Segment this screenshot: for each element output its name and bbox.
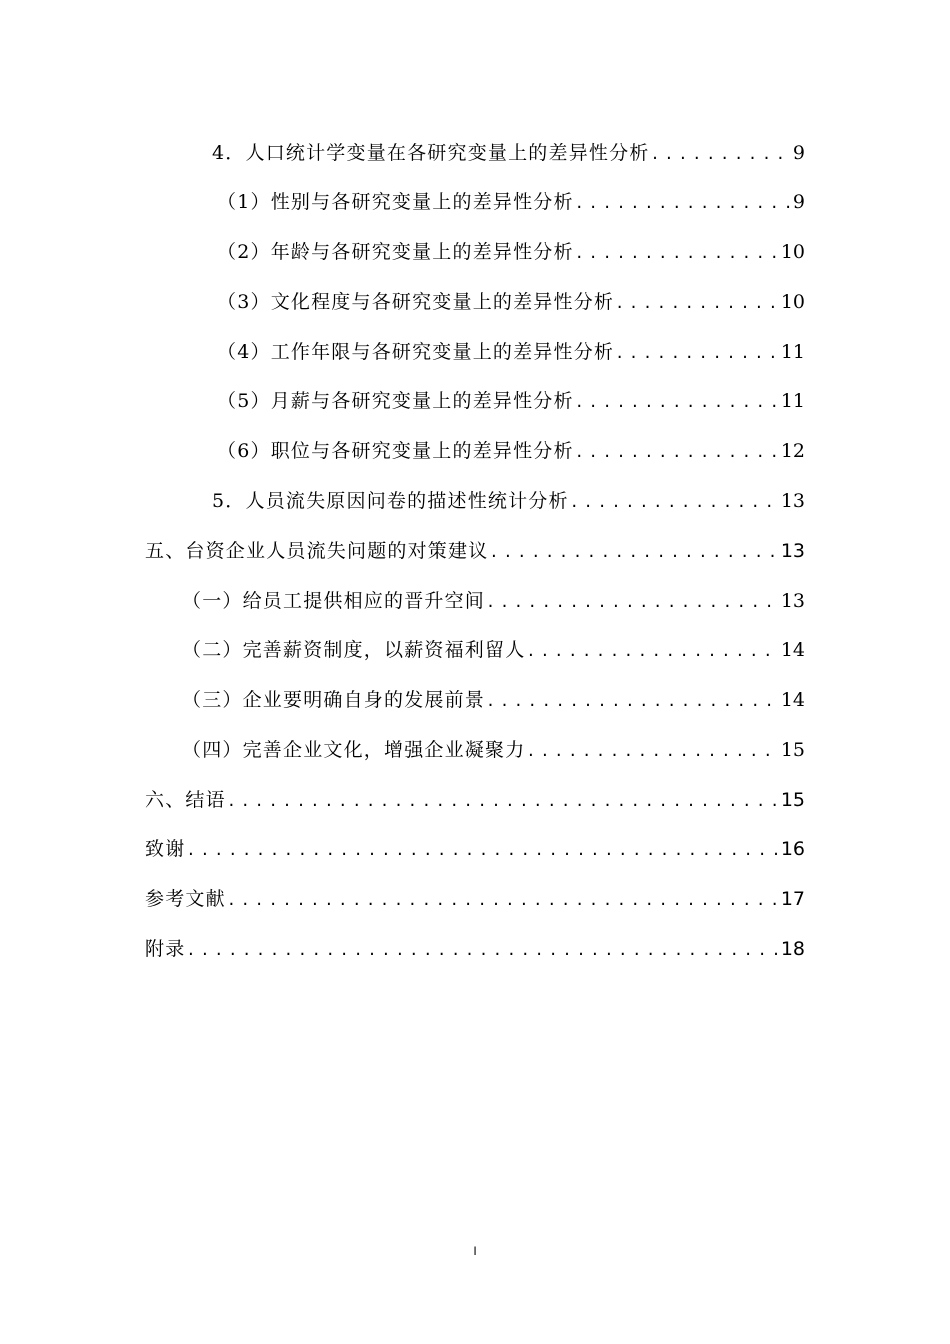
toc-dot-leader bbox=[575, 443, 779, 461]
toc-entry-label: 参考文献 bbox=[145, 888, 226, 910]
toc-entry-page: 17 bbox=[780, 888, 805, 910]
toc-entry[interactable] bbox=[217, 237, 805, 267]
toc-dot-leader bbox=[227, 792, 779, 810]
toc-dot-leader bbox=[575, 393, 779, 411]
toc-entry[interactable] bbox=[145, 536, 805, 566]
toc-entry-label: （四）完善企业文化，增强企业凝聚力 bbox=[182, 739, 526, 761]
toc-dot-leader bbox=[526, 742, 778, 760]
toc-entry-page: 11 bbox=[780, 390, 805, 412]
toc-dot-leader bbox=[186, 841, 778, 859]
toc-dot-leader bbox=[570, 493, 779, 511]
toc-entry-page: 9 bbox=[792, 191, 805, 213]
toc-entry-label: 附录 bbox=[145, 938, 186, 960]
toc-entry-label: 5．人员流失原因问卷的描述性统计分析 bbox=[212, 490, 569, 512]
toc-entry-label: （三）企业要明确自身的发展前景 bbox=[182, 689, 486, 711]
toc-dot-leader bbox=[486, 593, 779, 611]
toc-entry[interactable] bbox=[182, 635, 805, 665]
toc-dot-leader bbox=[615, 294, 779, 312]
toc-entry-label: （4）工作年限与各研究变量上的差异性分析 bbox=[217, 341, 615, 363]
toc-dot-leader bbox=[489, 543, 778, 561]
toc-entry[interactable] bbox=[217, 337, 805, 367]
toc-entry-page: 15 bbox=[780, 739, 805, 761]
toc-entry-label: （5）月薪与各研究变量上的差异性分析 bbox=[217, 390, 574, 412]
toc-entry[interactable] bbox=[217, 187, 805, 217]
toc-entry-page: 13 bbox=[780, 540, 805, 562]
toc-dot-leader bbox=[227, 891, 779, 909]
toc-entry[interactable] bbox=[145, 834, 805, 864]
toc-dot-leader bbox=[486, 692, 779, 710]
toc-entry-page: 14 bbox=[780, 689, 805, 711]
toc-entry[interactable] bbox=[182, 735, 805, 765]
toc-entry[interactable] bbox=[182, 586, 805, 616]
toc-entry-page: 13 bbox=[780, 590, 805, 612]
toc-entry-page: 9 bbox=[792, 142, 805, 164]
toc-entry-page: 10 bbox=[780, 291, 805, 313]
toc-entry-label: （2）年龄与各研究变量上的差异性分析 bbox=[217, 241, 574, 263]
toc-entry-label: 致谢 bbox=[145, 838, 186, 860]
toc-entry-page: 18 bbox=[780, 938, 805, 960]
toc-entry[interactable] bbox=[217, 386, 805, 416]
toc-dot-leader bbox=[575, 244, 779, 262]
toc-entry-label: 4．人口统计学变量在各研究变量上的差异性分析 bbox=[212, 142, 650, 164]
toc-entry-page: 11 bbox=[780, 341, 805, 363]
toc-dot-leader bbox=[615, 344, 779, 362]
toc-dot-leader bbox=[651, 145, 791, 163]
toc-entry-page: 15 bbox=[780, 789, 805, 811]
toc-entry[interactable] bbox=[145, 934, 805, 964]
toc-entry-label: 五、台资企业人员流失问题的对策建议 bbox=[145, 540, 489, 562]
toc-entry-label: （一）给员工提供相应的晋升空间 bbox=[182, 590, 486, 612]
toc-entry[interactable] bbox=[145, 785, 805, 815]
toc-entry[interactable] bbox=[217, 287, 805, 317]
toc-dot-leader bbox=[526, 642, 778, 660]
toc-entry[interactable] bbox=[212, 138, 805, 168]
toc-entry[interactable] bbox=[145, 884, 805, 914]
toc-entry-page: 16 bbox=[780, 838, 805, 860]
toc-entry[interactable] bbox=[217, 436, 805, 466]
toc-entry-label: （二）完善薪资制度，以薪资福利留人 bbox=[182, 639, 526, 661]
toc-dot-leader bbox=[575, 194, 791, 212]
toc-entry[interactable] bbox=[182, 685, 805, 715]
toc-entry[interactable] bbox=[212, 486, 805, 516]
toc-entry-page: 13 bbox=[780, 490, 805, 512]
toc-entry-page: 14 bbox=[780, 639, 805, 661]
toc-entry-label: （3）文化程度与各研究变量上的差异性分析 bbox=[217, 291, 615, 313]
toc-dot-leader bbox=[186, 941, 778, 959]
page-number: I bbox=[473, 1244, 477, 1258]
toc-entry-label: 六、结语 bbox=[145, 789, 226, 811]
toc-entry-label: （6）职位与各研究变量上的差异性分析 bbox=[217, 440, 574, 462]
toc-entry-label: （1）性别与各研究变量上的差异性分析 bbox=[217, 191, 574, 213]
toc-entry-page: 12 bbox=[780, 440, 805, 462]
toc-entry-page: 10 bbox=[780, 241, 805, 263]
